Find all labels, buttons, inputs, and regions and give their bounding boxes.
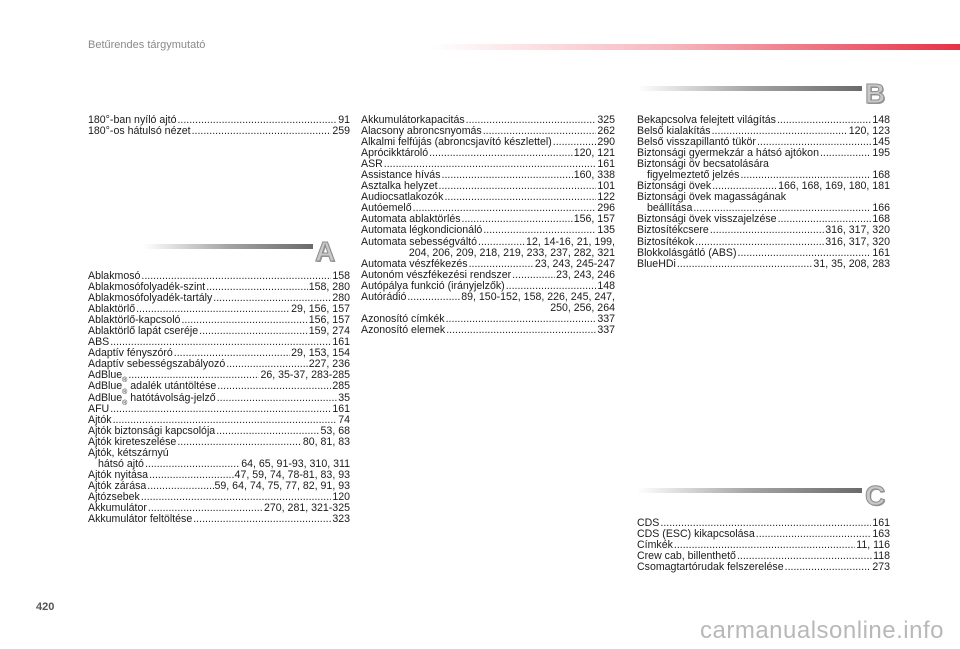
index-term: BlueHDi bbox=[637, 257, 676, 270]
index-entry bbox=[637, 225, 890, 236]
page-references: 161 bbox=[332, 402, 350, 415]
leader-dots bbox=[217, 381, 331, 392]
leader-dots bbox=[442, 170, 573, 181]
leader-dots bbox=[206, 282, 308, 293]
index-entry bbox=[88, 126, 350, 137]
index-term: Aprócikktároló bbox=[361, 147, 429, 160]
page-references: 29, 153, 154 bbox=[291, 347, 350, 360]
index-term: Biztonsági gyermekzár a hátsó ajtókon bbox=[637, 147, 819, 160]
page-references: 161 bbox=[872, 246, 890, 259]
page-references: 166 bbox=[872, 202, 890, 215]
index-term-suffix: adalék utántöltése bbox=[127, 380, 217, 393]
page-references: 195 bbox=[872, 147, 890, 160]
page-references: 290 bbox=[597, 136, 615, 149]
index-term: Automata légkondicionáló bbox=[361, 224, 483, 237]
page-references: 101 bbox=[597, 180, 615, 193]
page-references: 325 bbox=[597, 114, 615, 126]
index-entry bbox=[88, 326, 350, 337]
leader-dots bbox=[738, 248, 872, 259]
index-term: Ablaktörlő-kapcsoló bbox=[88, 314, 181, 327]
leader-dots bbox=[407, 292, 460, 303]
index-term: AFU bbox=[88, 402, 110, 415]
index-term: Autóemelő bbox=[361, 202, 412, 215]
index-term: Autópálya funkció (irányjelzők) bbox=[361, 279, 505, 292]
page-references: 145 bbox=[872, 136, 890, 149]
index-term: Ablakmosó bbox=[88, 270, 141, 282]
page-references: 74 bbox=[338, 413, 350, 426]
index-term: Címkék bbox=[637, 539, 673, 552]
page-references: 161 bbox=[872, 517, 890, 529]
index-term: Alacsony abroncsnyomás bbox=[361, 125, 482, 138]
leader-dots bbox=[446, 314, 597, 325]
page-references: 118 bbox=[873, 550, 890, 563]
page-number: 420 bbox=[36, 601, 55, 613]
page-references-continued: 250, 256, 264 bbox=[550, 301, 615, 314]
page-references: 26, 35-37, 283-285 bbox=[260, 369, 350, 382]
leader-dots bbox=[439, 181, 597, 192]
index-term: Csomagtartórudak felszerelése bbox=[637, 561, 784, 574]
leader-dots bbox=[177, 115, 337, 126]
leader-dots bbox=[785, 562, 872, 573]
page-references: 158 bbox=[332, 270, 350, 282]
leader-dots bbox=[429, 148, 573, 159]
index-entry bbox=[88, 514, 350, 525]
page-references: 11, 116 bbox=[856, 539, 890, 552]
index-entry bbox=[361, 148, 615, 159]
index-term: Automata vészfékezés bbox=[361, 257, 468, 270]
index-term: Automata ablaktörlés bbox=[361, 213, 461, 226]
index-entry bbox=[88, 404, 350, 415]
letter-b-bar bbox=[637, 86, 862, 91]
index-entry: AdBlue ® adalék utántöltése ..... 285 bbox=[88, 381, 350, 392]
index-column-1-a bbox=[88, 271, 350, 525]
index-term: Akkumulátor feltöltése bbox=[88, 513, 193, 526]
leader-dots bbox=[512, 270, 555, 281]
page-references-continued: 204, 206, 209, 218, 219, 233, 237, 282, 321 bbox=[408, 246, 615, 259]
index-term: AdBlue bbox=[88, 391, 123, 404]
leader-dots bbox=[469, 259, 534, 270]
page-references: 135 bbox=[597, 224, 615, 237]
index-term: Biztosítékok bbox=[637, 235, 695, 248]
index-term: 180°-os hátulsó nézet bbox=[88, 125, 191, 138]
page-references: 273 bbox=[872, 561, 890, 574]
index-term: 180°-ban nyíló ajtó bbox=[88, 114, 177, 126]
header-accent-bar bbox=[430, 44, 960, 50]
page-references: 159, 274 bbox=[308, 325, 350, 338]
index-term: AdBlue bbox=[88, 380, 123, 393]
page-references: 53, 68 bbox=[320, 424, 350, 437]
index-term: Ablakmosófolyadék-szint bbox=[88, 281, 206, 294]
index-term: Ajtók biztonsági kapcsolója bbox=[88, 424, 216, 437]
index-term: Adaptív fényszóró bbox=[88, 347, 173, 360]
index-term: Akkumulátor bbox=[88, 501, 147, 514]
leader-dots bbox=[113, 415, 338, 426]
leader-dots bbox=[446, 325, 596, 336]
page-references: 120, 121 bbox=[573, 147, 615, 160]
index-entry bbox=[361, 325, 615, 336]
page-references: 64, 65, 91-93, 310, 311 bbox=[241, 457, 350, 470]
index-term: Ajtók, kétszárnyú bbox=[88, 446, 169, 459]
index-term: Assistance hívás bbox=[361, 169, 441, 182]
leader-dots bbox=[147, 481, 213, 492]
page-references: 23, 243, 246 bbox=[556, 268, 615, 281]
index-term: Bekapcsolva felejtett világítás bbox=[637, 114, 776, 126]
page-references: 168 bbox=[872, 213, 890, 226]
index-term: Biztonsági övek visszajelzése bbox=[637, 213, 777, 226]
leader-dots bbox=[217, 393, 338, 404]
letter-c-heading: C bbox=[865, 480, 886, 511]
page-references: 12, 14-16, 21, 199, bbox=[526, 235, 615, 248]
index-term: Blokkolásgátló (ABS) bbox=[637, 246, 737, 259]
index-column-3-c bbox=[637, 518, 890, 573]
index-term: Biztonsági övek bbox=[637, 180, 712, 193]
leader-dots bbox=[466, 115, 597, 126]
page-references: 166, 168, 169, 180, 181 bbox=[778, 180, 890, 193]
index-term: beállítása bbox=[647, 202, 693, 215]
index-column-3-b bbox=[637, 115, 890, 270]
index-term: Ablakmosófolyadék-tartály bbox=[88, 292, 213, 305]
letter-a-bar bbox=[143, 244, 313, 249]
page-references: 31, 35, 208, 283 bbox=[813, 257, 890, 270]
index-term: Azonosító címkék bbox=[361, 312, 445, 325]
index-term: ABS bbox=[88, 336, 110, 349]
page-references: 161 bbox=[597, 158, 615, 171]
page-references: 80, 81, 83 bbox=[302, 435, 350, 448]
index-term: Automata sebességváltó bbox=[361, 235, 478, 248]
section-title: Betűrendes tárgymutató bbox=[88, 39, 206, 51]
page-references: 120, 123 bbox=[848, 125, 890, 138]
index-term: Biztosítékcsere bbox=[637, 224, 709, 237]
page-references: 158, 280 bbox=[308, 281, 350, 294]
index-term: AdBlue bbox=[88, 369, 123, 382]
page-references: 316, 317, 320 bbox=[825, 224, 890, 237]
index-term: Ajtók bbox=[88, 413, 112, 426]
index-term: ASR bbox=[361, 158, 383, 171]
index-term: Biztonsági öv becsatolására bbox=[637, 158, 769, 171]
index-term-suffix: hatótávolság-jelző bbox=[127, 391, 216, 404]
index-term: Ajtók nyitása bbox=[88, 468, 149, 481]
letter-b-heading: B bbox=[865, 78, 886, 109]
page-references: 270, 281, 321-325 bbox=[263, 501, 350, 514]
index-term: Belső visszapillantó tükör bbox=[637, 136, 756, 149]
page-references: 337 bbox=[597, 323, 615, 336]
page-references: 29, 156, 157 bbox=[291, 303, 350, 316]
leader-dots bbox=[677, 259, 813, 270]
index-term: Ajtók kireteszelése bbox=[88, 435, 177, 448]
watermark: carmanualsonline.info bbox=[700, 617, 944, 644]
page-references: 227, 236 bbox=[308, 358, 350, 371]
page-references: 259 bbox=[332, 125, 350, 138]
page-references: 122 bbox=[597, 191, 615, 204]
index-entry bbox=[637, 248, 890, 259]
index-term: Alkalmi felfújás (abroncsjavító készlettel) bbox=[361, 136, 552, 149]
index-entry: AdBlue ® ..... 26, 35-37, 283-285 bbox=[88, 370, 350, 381]
leader-dots bbox=[756, 529, 872, 540]
page-references: 59, 64, 74, 75, 77, 82, 91, 93 bbox=[214, 479, 350, 492]
page-references: 323 bbox=[332, 513, 350, 526]
page-references: 285 bbox=[332, 380, 350, 393]
page-references: 156, 157 bbox=[308, 314, 350, 327]
index-term: hátsó ajtó bbox=[98, 457, 144, 470]
page-references: 337 bbox=[597, 312, 615, 325]
index-term: Biztonsági övek magasságának bbox=[637, 191, 786, 204]
index-column-2 bbox=[361, 115, 615, 336]
leader-dots bbox=[181, 315, 307, 326]
index-term: Asztalka helyzet bbox=[361, 180, 438, 193]
page-references: 148 bbox=[597, 279, 615, 292]
index-entry bbox=[637, 259, 890, 270]
index-entry bbox=[637, 562, 890, 573]
leader-dots bbox=[478, 237, 525, 248]
page-references: 160, 338 bbox=[573, 169, 615, 182]
index-term: Autórádió bbox=[361, 290, 407, 303]
index-term: figyelmeztető jelzés bbox=[647, 169, 740, 182]
index-term: Akkumulátorkapacitás bbox=[361, 114, 465, 126]
index-term: Ablaktörlő bbox=[88, 303, 136, 316]
index-term: Crew cab, billenthető bbox=[637, 550, 736, 563]
index-entry bbox=[637, 237, 890, 248]
page-references: 120 bbox=[332, 490, 350, 503]
index-term: Audiocsatlakozók bbox=[361, 191, 444, 204]
index-entry bbox=[637, 529, 890, 540]
index-entry bbox=[361, 259, 615, 270]
page-references: 47, 59, 74, 78-81, 83, 93 bbox=[234, 468, 350, 481]
leader-dots bbox=[193, 514, 331, 525]
page-references: 91 bbox=[338, 114, 350, 126]
index-term: Ajtózsebek bbox=[88, 490, 140, 503]
index-term: Adaptív sebességszabályozó bbox=[88, 358, 226, 371]
page-references: 148 bbox=[872, 114, 890, 126]
letter-a-heading: A bbox=[315, 236, 336, 267]
letter-c-bar bbox=[637, 488, 862, 493]
index-term: Ablaktörlő lapát cseréje bbox=[88, 325, 199, 338]
leader-dots bbox=[177, 437, 302, 448]
index-term: Belső kialakítás bbox=[637, 125, 711, 138]
index-term: CDS (ESC) kikapcsolása bbox=[637, 528, 755, 541]
leader-dots bbox=[695, 237, 824, 248]
page-references: 89, 150-152, 158, 226, 245, 247, bbox=[461, 290, 615, 303]
leader-dots bbox=[820, 148, 871, 159]
leader-dots bbox=[192, 126, 332, 137]
page-references: 23, 243, 245-247 bbox=[534, 257, 615, 270]
page-references: 296 bbox=[597, 202, 615, 215]
index-term: Autonóm vészfékezési rendszer bbox=[361, 268, 512, 281]
leader-dots bbox=[444, 192, 596, 203]
index-entry bbox=[361, 237, 615, 248]
leader-dots bbox=[483, 225, 596, 236]
page-references: 262 bbox=[597, 125, 615, 138]
index-entry bbox=[88, 415, 350, 426]
leader-dots bbox=[199, 326, 308, 337]
index-entry: AdBlue ® hatótávolság-jelző ..... 35 bbox=[88, 393, 350, 404]
leader-dots bbox=[145, 459, 240, 470]
index-term: Azonosító elemek bbox=[361, 323, 446, 336]
page-references: 168 bbox=[872, 169, 890, 182]
leader-dots bbox=[110, 404, 331, 415]
leader-dots bbox=[710, 225, 824, 236]
index-term: Ajtók zárása bbox=[88, 479, 147, 492]
page-references: 316, 317, 320 bbox=[825, 235, 890, 248]
page-references: 35 bbox=[338, 391, 350, 404]
index-column-1-top bbox=[88, 115, 350, 137]
page-references: 161 bbox=[332, 336, 350, 349]
page-references: 156, 157 bbox=[573, 213, 615, 226]
page-references: 163 bbox=[872, 528, 890, 541]
index-term: CDS bbox=[637, 517, 660, 529]
index-entry bbox=[361, 225, 615, 236]
page-references: 280 bbox=[332, 292, 350, 305]
